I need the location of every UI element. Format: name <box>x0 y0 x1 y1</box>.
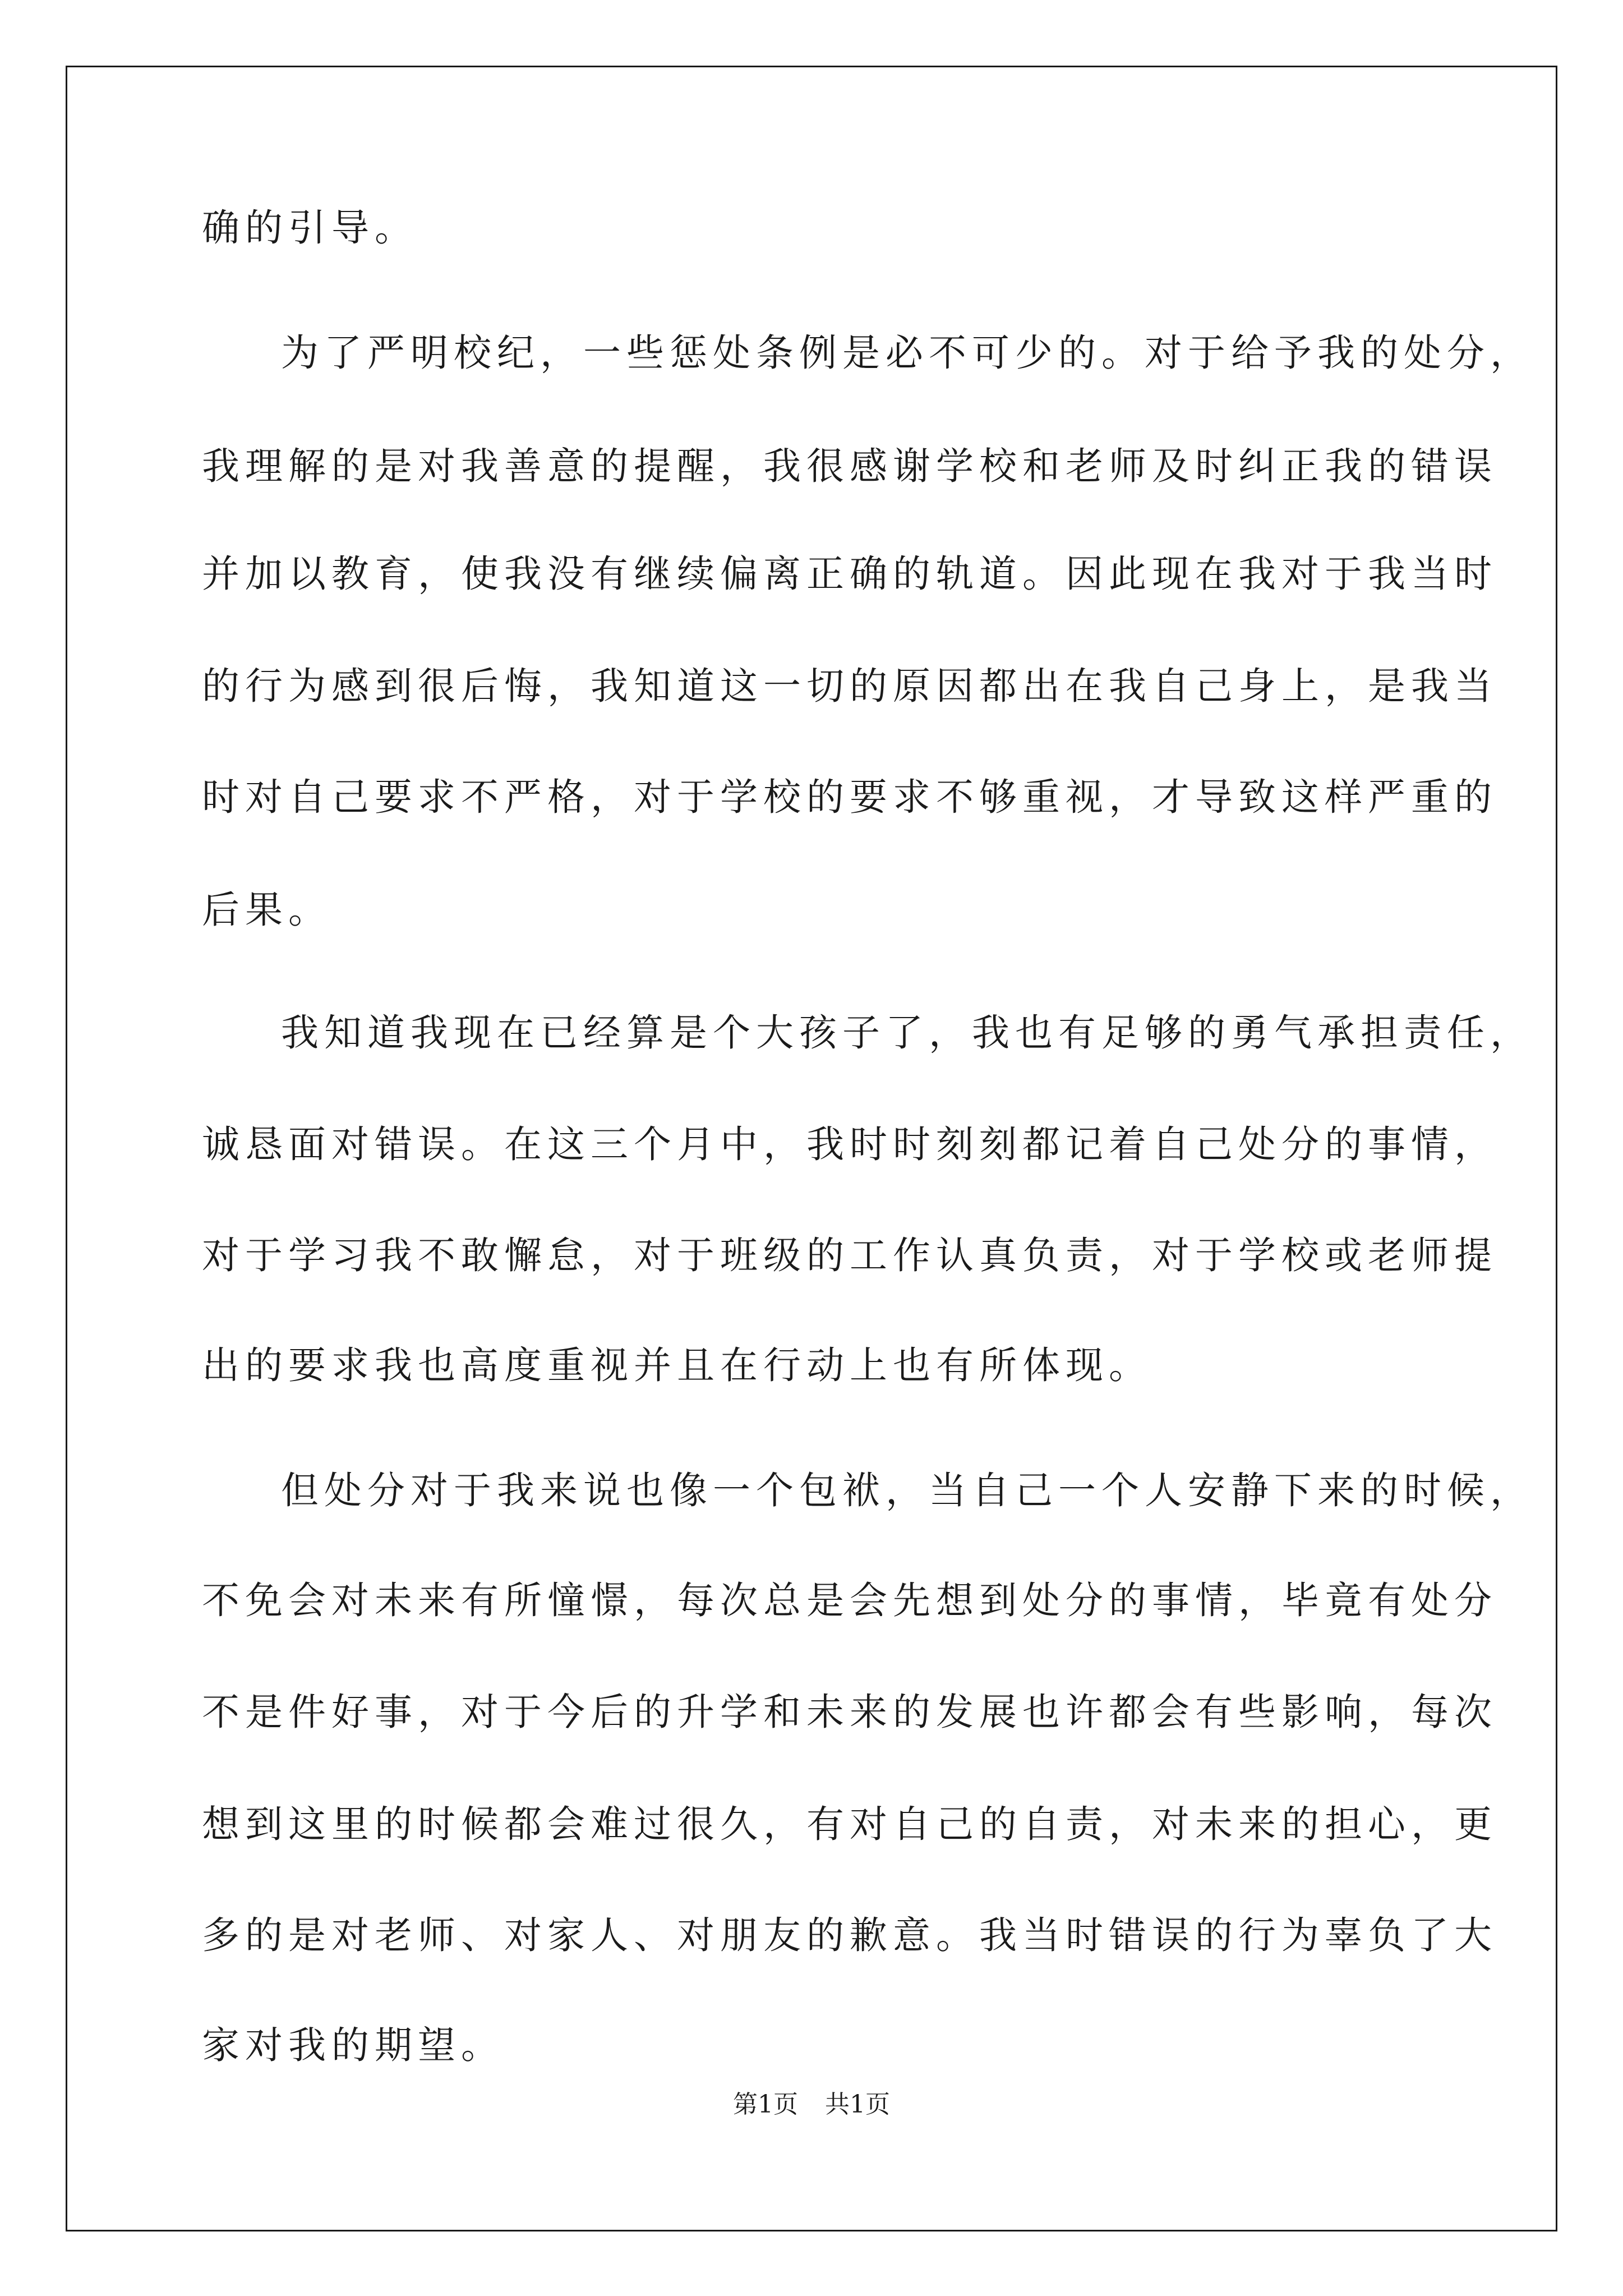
text-line: 我知道我现在已经算是个大孩子了，我也有足够的勇气承担责任， <box>281 1011 1533 1055</box>
page-number: 第1页 <box>733 2090 798 2119</box>
text-line: 多的是对老师、对家人、对朋友的歉意。我当时错误的行为辜负了大 <box>202 1913 1497 1957</box>
text-line: 出的要求我也高度重视并且在行动上也有所体现。 <box>202 1343 1152 1387</box>
page-total: 共1页 <box>825 2090 890 2119</box>
text-line: 但处分对于我来说也像一个包袱，当自己一个人安静下来的时候， <box>281 1469 1533 1512</box>
text-line: 不是件好事，对于今后的升学和未来的发展也许都会有些影响，每次 <box>202 1690 1497 1734</box>
text-line: 我理解的是对我善意的提醒，我很感谢学校和老师及时纠正我的错误 <box>202 444 1497 488</box>
text-line: 不免会对未来有所憧憬，每次总是会先想到处分的事情，毕竟有处分 <box>202 1579 1497 1622</box>
text-line: 想到这里的时候都会难过很久，有对自己的自责，对未来的担心，更 <box>202 1802 1497 1846</box>
text-line: 后果。 <box>202 888 331 932</box>
text-line: 诚恳面对错误。在这三个月中，我时时刻刻都记着自己处分的事情， <box>202 1122 1497 1166</box>
text-line: 确的引导。 <box>202 206 418 250</box>
text-line: 对于学习我不敢懈怠，对于班级的工作认真负责，对于学校或老师提 <box>202 1234 1497 1277</box>
text-line: 的行为感到很后悔，我知道这一切的原因都出在我自己身上，是我当 <box>202 664 1497 708</box>
text-line: 并加以教育，使我没有继续偏离正确的轨道。因此现在我对于我当时 <box>202 552 1497 596</box>
text-line: 为了严明校纪，一些惩处条例是必不可少的。对于给予我的处分， <box>281 331 1533 375</box>
page-footer <box>0 2088 1623 2122</box>
text-line: 家对我的期望。 <box>202 2023 504 2067</box>
text-line: 时对自己要求不严格，对于学校的要求不够重视，才导致这样严重的 <box>202 775 1497 819</box>
